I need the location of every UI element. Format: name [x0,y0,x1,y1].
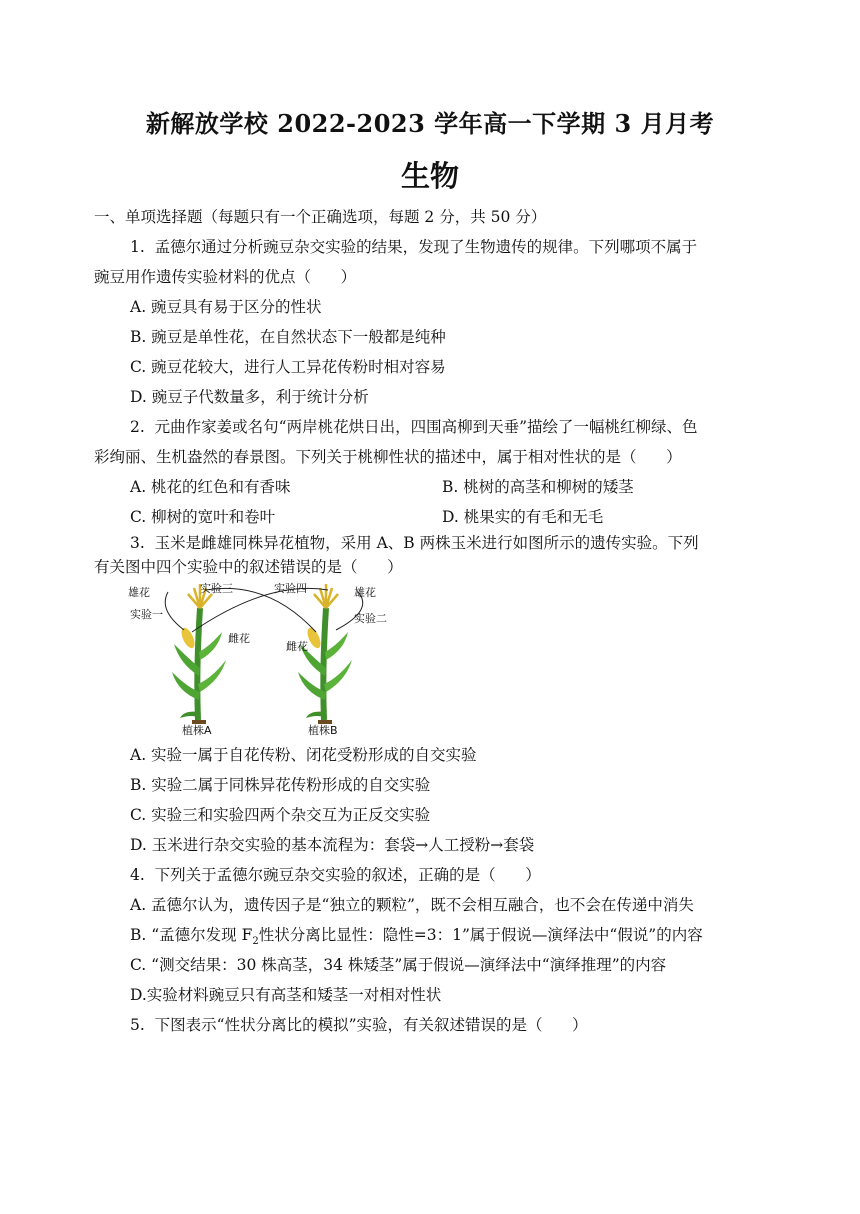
q1-option-a: A. 豌豆具有易于区分的性状 [130,298,322,316]
label-male-right: 雄花 [354,586,376,599]
q5-stem: 5. 下图表示“性状分离比的模拟”实验，有关叙述错误的是（ ） [130,1016,588,1034]
q4-stem: 4. 下列关于孟德尔豌豆杂交实验的叙述，正确的是（ ） [130,866,541,884]
q4-option-a: A. 孟德尔认为，遗传因子是“独立的颗粒”，既不会相互融合，也不会在传递中消失 [130,896,694,914]
q2-option-b: B. 桃树的高茎和柳树的矮茎 [442,478,634,496]
corn-plant-b-icon [298,584,352,724]
q4-option-c: C. “测交结果：30 株高茎，34 株矮茎”属于假说—演绎法中“演绎推理”的内容 [130,956,667,974]
label-female-left: 雌花 [228,632,250,645]
corn-experiment-figure [128,580,408,738]
q2-option-a: A. 桃花的红色和有香味 [130,478,291,496]
label-exp2: 实验二 [354,612,387,625]
label-female-right: 雌花 [286,640,308,653]
q4-option-d: D.实验材料豌豆只有高茎和矮茎一对相对性状 [130,986,442,1004]
q1-option-c: C. 豌豆花较大，进行人工异花传粉时相对容易 [130,358,446,376]
label-exp1: 实验一 [130,608,163,621]
label-plant-a: 植株A [182,724,212,737]
label-plant-b: 植株B [308,724,338,737]
q3-option-d: D. 玉米进行杂交实验的基本流程为：套袋→人工授粉→套袋 [130,836,535,854]
corn-plant-a-icon [172,584,226,724]
q3-stem-line2: 有关图中四个实验中的叙述错误的是（ ） [94,558,403,576]
q3-stem-line1: 3. 玉米是雌雄同株异花植物，采用 A、B 两株玉米进行如图所示的遗传实验。下列 [130,534,699,552]
q4-option-b: B. “孟德尔发现 $F_2$性状分离比显性：隐性=3：1”属于假说—演绎法中“假说”的内容 [130,926,703,948]
q2-option-c: C. 柳树的宽叶和卷叶 [130,508,276,526]
q1-stem-line1: 1. 孟德尔通过分析豌豆杂交实验的结果，发现了生物遗传的规律。下列哪项不属于 [130,238,698,256]
q3-option-c: C. 实验三和实验四两个杂交互为正反交实验 [130,806,431,824]
q3-option-a: A. 实验一属于自花传粉、闭花受粉形成的自交实验 [130,746,477,764]
q2-stem-line1: 2. 元曲作家姜或名句“两岸桃花烘日出，四围高柳到天垂”描绘了一幅桃红柳绿、色 [130,418,698,436]
q1-option-b: B. 豌豆是单性花，在自然状态下一般都是纯种 [130,328,446,346]
section-heading: 一、单项选择题（每题只有一个正确选项，每题 2 分，共 50 分） [94,208,547,226]
label-male-left: 雄花 [128,586,150,599]
q1-option-d: D. 豌豆子代数量多，利于统计分析 [130,388,369,406]
label-exp4: 实验四 [274,582,307,595]
label-exp3: 实验三 [200,582,233,595]
q1-stem-line2: 豌豆用作遗传实验材料的优点（ ） [94,268,357,286]
q2-stem-line2: 彩绚丽、生机盎然的春景图。下列关于桃柳性状的描述中，属于相对性状的是（ ） [94,448,682,466]
exam-title: 新解放学校 2022-2023 学年高一下学期 3 月月考 [145,109,715,138]
q3-option-b: B. 实验二属于同株异花传粉形成的自交实验 [130,776,431,794]
q2-option-d: D. 桃果实的有毛和无毛 [442,508,604,526]
exam-subject: 生物 [400,159,459,193]
